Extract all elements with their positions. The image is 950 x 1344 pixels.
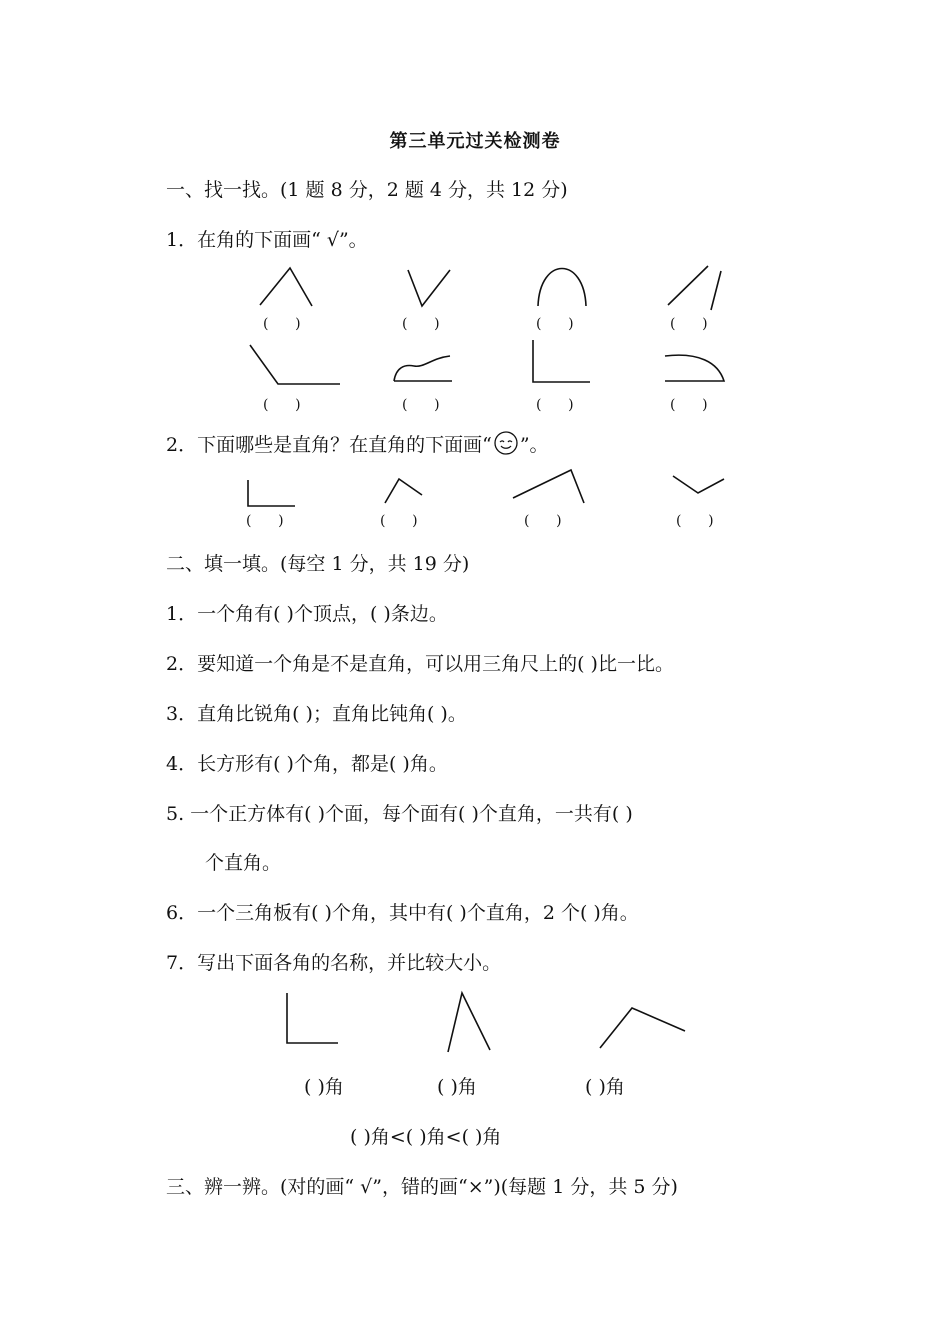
- answer-blank[interactable]: ( ): [402, 397, 440, 413]
- answer-blank[interactable]: ( ): [402, 316, 440, 332]
- question-2-2: 2．要知道一个角是不是直角，可以用三角尺上的( )比一比。: [166, 653, 674, 675]
- section-3-heading: 三、辨一辨。(对的画“ √”，错的画“×”)(每题 1 分，共 5 分): [166, 1176, 678, 1198]
- question-2-5: 5. 一个正方体有( )个面，每个面有( )个直角，一共有( ): [166, 803, 633, 825]
- q7-angle-name-2[interactable]: ( )角: [437, 1076, 477, 1098]
- answer-blank[interactable]: ( ): [670, 397, 708, 413]
- figure-curve-f: [394, 356, 450, 381]
- section-2-heading: 二、填一填。(每空 1 分，共 19 分): [166, 553, 470, 575]
- figure-angle-a: [260, 268, 312, 306]
- answer-blank[interactable]: ( ): [263, 316, 301, 332]
- question-2-5-continued: 个直角。: [205, 852, 282, 874]
- answer-blank[interactable]: ( ): [380, 513, 418, 529]
- figure-angle-4: [673, 476, 724, 493]
- figure-angle-g: [533, 340, 590, 382]
- section-1-heading: 一、找一找。(1 题 8 分，2 题 4 分，共 12 分): [166, 179, 568, 201]
- figure-angle-2: [385, 479, 422, 503]
- figure-angle-e: [250, 345, 340, 384]
- figure-line-d2: [711, 271, 721, 310]
- figure-q7-obtuse-angle: [600, 1008, 685, 1048]
- answer-blank[interactable]: ( ): [676, 513, 714, 529]
- question-1-1: 1．在角的下面画“ √”。: [166, 229, 368, 251]
- question-1-2-end: ”。: [519, 434, 549, 456]
- question-2-1: 1．一个角有( )个顶点，( )条边。: [166, 603, 448, 625]
- smiley-face-icon: [492, 431, 520, 455]
- figure-q7-acute-angle: [448, 993, 490, 1052]
- q7-angle-name-1[interactable]: ( )角: [304, 1076, 344, 1098]
- question-1-2: [166, 431, 549, 457]
- figure-angle-b: [408, 270, 450, 306]
- question-2-7: 7．写出下面各角的名称，并比较大小。: [166, 952, 502, 974]
- q7-angle-name-3[interactable]: ( )角: [585, 1076, 625, 1098]
- answer-blank[interactable]: ( ): [263, 397, 301, 413]
- question-2-3: 3．直角比锐角( )；直角比钝角( )。: [166, 703, 467, 725]
- answer-blank[interactable]: ( ): [524, 513, 562, 529]
- answer-blank[interactable]: ( ): [246, 513, 284, 529]
- answer-blank[interactable]: ( ): [536, 397, 574, 413]
- figure-line-d1: [668, 266, 708, 305]
- question-2-6: 6．一个三角板有( )个角，其中有( )个直角，2 个( )角。: [166, 902, 639, 924]
- figure-sector-h: [665, 355, 724, 381]
- answer-blank[interactable]: ( ): [670, 316, 708, 332]
- figure-angle-3: [513, 470, 584, 503]
- question-2-4: 4．长方形有( )个角，都是( )角。: [166, 753, 448, 775]
- question-1-2-text: 2．下面哪些是直角？在直角的下面画“: [166, 434, 492, 456]
- figure-curve-c: [538, 269, 586, 307]
- q7-comparison[interactable]: ( )角<( )角<( )角: [350, 1126, 502, 1148]
- answer-blank[interactable]: ( ): [536, 316, 574, 332]
- figure-q7-right-angle: [287, 993, 338, 1043]
- page-title: 第三单元过关检测卷: [389, 131, 561, 152]
- figure-right-angle-1: [248, 480, 295, 506]
